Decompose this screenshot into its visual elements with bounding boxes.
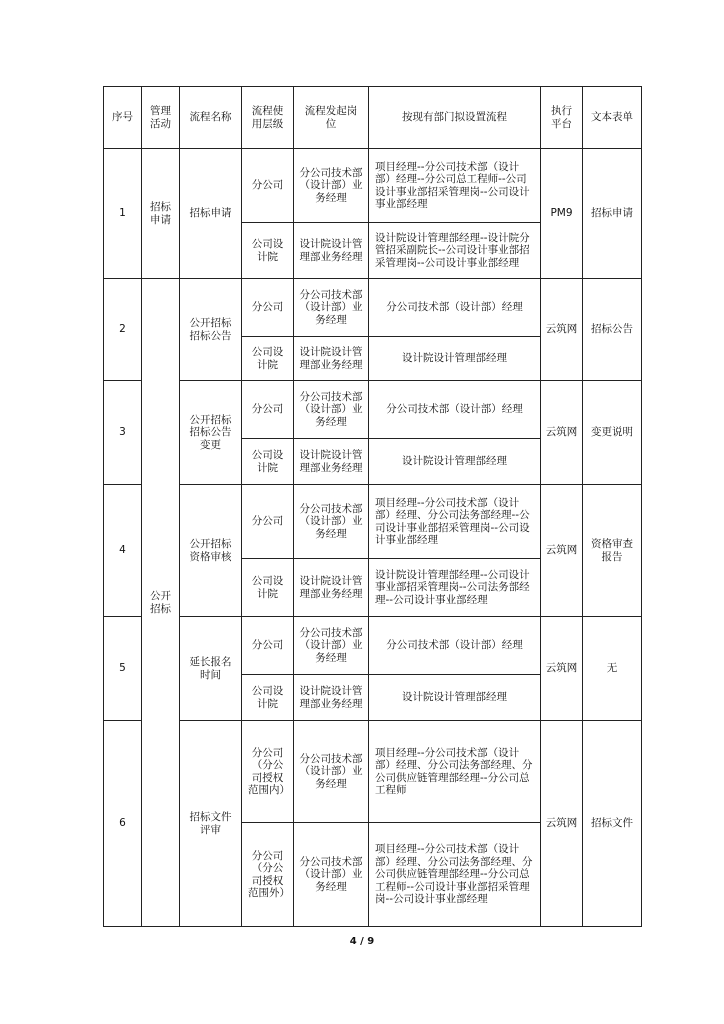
table-row xyxy=(104,381,642,439)
header-row xyxy=(104,87,642,149)
form-cell: 无 xyxy=(583,617,642,721)
process-cell: 设计院设计管理部经理--设计院分管招采副院长--公司设计事业部招采管理岗--公司设计事业部经理 xyxy=(369,223,541,279)
header-form: 文本表单 xyxy=(583,87,642,149)
process-cell: 分公司技术部（设计部）经理 xyxy=(369,381,541,439)
initiator-cell: 设计院设计管理部业务经理 xyxy=(294,559,369,617)
level-cell: 分公司（分公司授权范围内） xyxy=(242,721,294,823)
row-no: 1 xyxy=(104,149,142,279)
form-cell: 招标公告 xyxy=(583,279,642,381)
process-name: 公开招标招标公告 xyxy=(180,279,242,381)
initiator-cell: 设计院设计管理部业务经理 xyxy=(294,223,369,279)
initiator-cell: 分公司技术部（设计部）业务经理 xyxy=(294,823,369,927)
initiator-cell: 分公司技术部（设计部）业务经理 xyxy=(294,617,369,675)
platform-cell: PM9 xyxy=(541,149,583,279)
row-no: 2 xyxy=(104,279,142,381)
level-cell: 分公司 xyxy=(242,149,294,223)
platform-cell: 云筑网 xyxy=(541,617,583,721)
level-cell: 公司设计院 xyxy=(242,675,294,721)
initiator-cell: 分公司技术部（设计部）业务经理 xyxy=(294,149,369,223)
row-no: 6 xyxy=(104,721,142,927)
header-activity: 管理活动 xyxy=(142,87,180,149)
table-row xyxy=(104,721,642,823)
level-cell: 分公司（分公司授权范围外） xyxy=(242,823,294,927)
level-cell: 分公司 xyxy=(242,485,294,559)
process-cell: 分公司技术部（设计部）经理 xyxy=(369,617,541,675)
initiator-cell: 分公司技术部（设计部）业务经理 xyxy=(294,279,369,337)
level-cell: 分公司 xyxy=(242,617,294,675)
process-cell: 设计院设计管理部经理 xyxy=(369,337,541,381)
process-name: 招标申请 xyxy=(180,149,242,279)
table-row xyxy=(104,485,642,559)
activity-cell: 招标申请 xyxy=(142,149,180,279)
process-cell: 项目经理--分公司技术部（设计部）经理--分公司总工程师--公司设计事业部招采管理岗--公司设计事业部经理 xyxy=(369,149,541,223)
process-cell: 项目经理--分公司技术部（设计部）经理、分公司法务部经理、分公司供应链管理部经理--分公司总工程师--公司设计事业部招采管理岗--公司设计事业部经理 xyxy=(369,823,541,927)
header-platform: 执行平台 xyxy=(541,87,583,149)
platform-cell: 云筑网 xyxy=(541,381,583,485)
initiator-cell: 分公司技术部（设计部）业务经理 xyxy=(294,485,369,559)
process-cell: 设计院设计管理部经理 xyxy=(369,439,541,485)
process-cell: 分公司技术部（设计部）经理 xyxy=(369,279,541,337)
initiator-cell: 设计院设计管理部业务经理 xyxy=(294,439,369,485)
row-no: 3 xyxy=(104,381,142,485)
level-cell: 公司设计院 xyxy=(242,439,294,485)
initiator-cell: 设计院设计管理部业务经理 xyxy=(294,675,369,721)
level-cell: 公司设计院 xyxy=(242,559,294,617)
header-level: 流程使用层级 xyxy=(242,87,294,149)
header-no: 序号 xyxy=(104,87,142,149)
process-name: 延长报名时间 xyxy=(180,617,242,721)
level-cell: 公司设计院 xyxy=(242,337,294,381)
table-row xyxy=(104,149,642,223)
process-cell: 设计院设计管理部经理 xyxy=(369,675,541,721)
process-name: 公开招标招标公告变更 xyxy=(180,381,242,485)
initiator-cell: 分公司技术部（设计部）业务经理 xyxy=(294,381,369,439)
header-process-name: 流程名称 xyxy=(180,87,242,149)
process-table xyxy=(103,86,642,927)
initiator-cell: 设计院设计管理部业务经理 xyxy=(294,337,369,381)
table-row xyxy=(104,617,642,675)
platform-cell: 云筑网 xyxy=(541,485,583,617)
form-cell: 资格审查报告 xyxy=(583,485,642,617)
page-number: 4 / 9 xyxy=(349,936,375,947)
header-initiator: 流程发起岗位 xyxy=(294,87,369,149)
process-name: 招标文件评审 xyxy=(180,721,242,927)
process-cell: 设计院设计管理部经理--公司设计事业部招采管理岗--公司法务部经理--公司设计事业部经理 xyxy=(369,559,541,617)
platform-cell: 云筑网 xyxy=(541,279,583,381)
activity-cell: 公开招标 xyxy=(142,279,180,927)
row-no: 5 xyxy=(104,617,142,721)
form-cell: 招标申请 xyxy=(583,149,642,279)
platform-cell: 云筑网 xyxy=(541,721,583,927)
initiator-cell: 分公司技术部（设计部）业务经理 xyxy=(294,721,369,823)
process-name: 公开招标资格审核 xyxy=(180,485,242,617)
form-cell: 招标文件 xyxy=(583,721,642,927)
table-row xyxy=(104,279,642,337)
level-cell: 分公司 xyxy=(242,381,294,439)
level-cell: 分公司 xyxy=(242,279,294,337)
form-cell: 变更说明 xyxy=(583,381,642,485)
row-no: 4 xyxy=(104,485,142,617)
process-cell: 项目经理--分公司技术部（设计部）经理、分公司法务部经理--公司设计事业部招采管理岗--公司设计事业部经理 xyxy=(369,485,541,559)
header-process: 按现有部门拟设置流程 xyxy=(369,87,541,149)
level-cell: 公司设计院 xyxy=(242,223,294,279)
process-cell: 项目经理--分公司技术部（设计部）经理、分公司法务部经理、分公司供应链管理部经理--分公司总工程师 xyxy=(369,721,541,823)
